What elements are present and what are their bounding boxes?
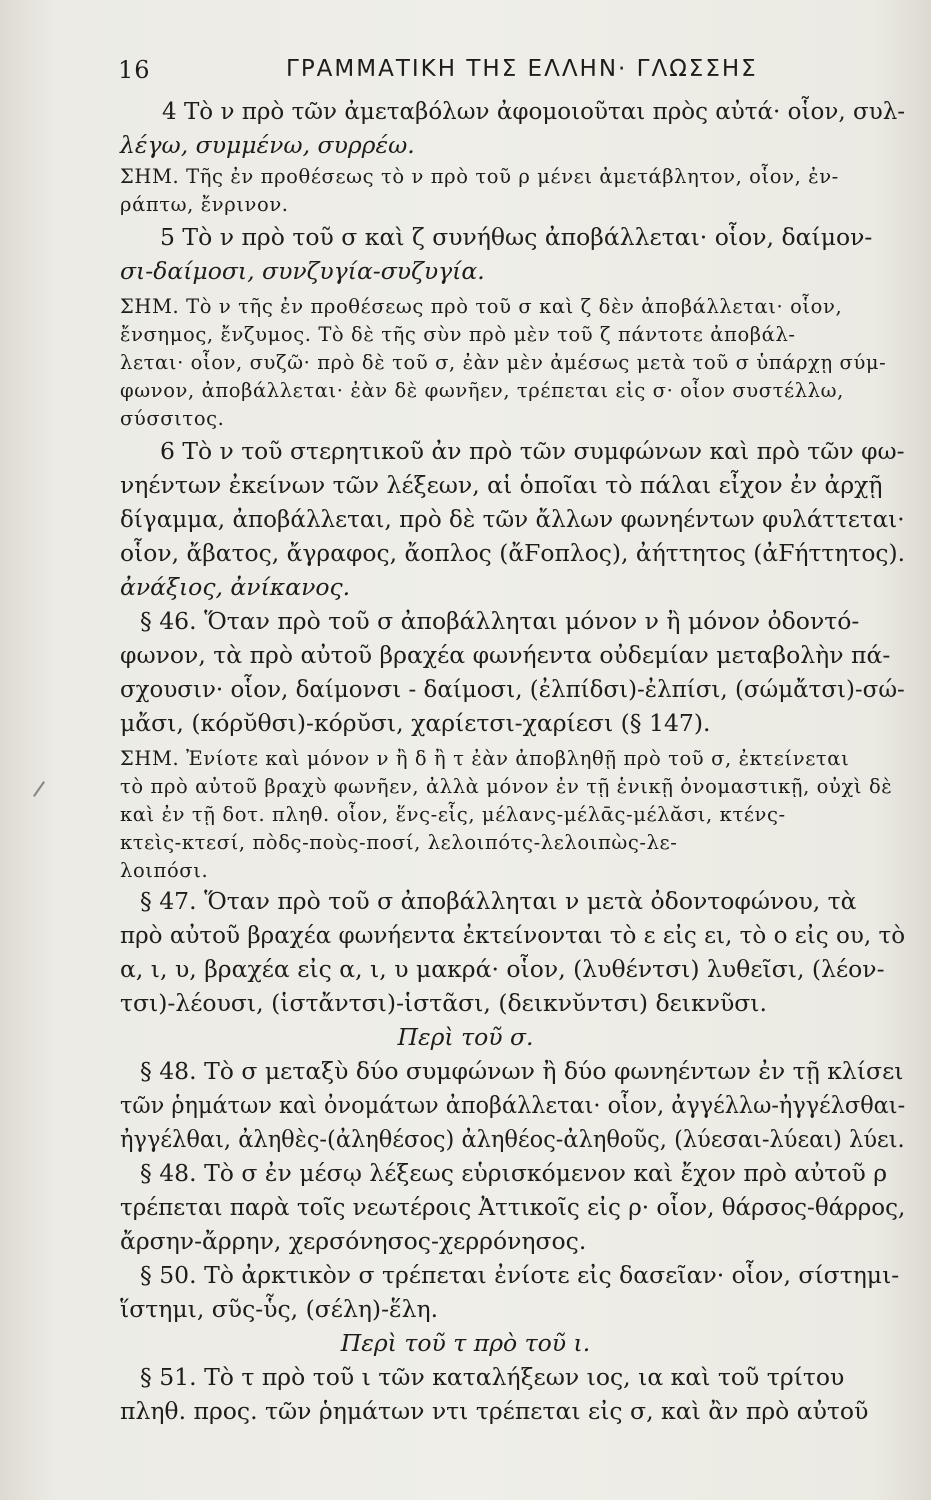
line-text: ἀνάξιος, ἀνίκανος. [120, 573, 351, 601]
text-line [0, 1292, 931, 1326]
line-text: τρέπεται παρὰ τοῖς νεωτέροις Ἀττικοῖς εἰς ρ· οἷον, θάρσος-θάρρος, [120, 1193, 906, 1221]
line-text: ΣΗΜ. Ἐνίοτε καὶ μόνον ν ἢ δ ἢ τ ἐὰν ἀποβληθῇ πρὸ τοῦ σ, ἐκτείνεται [120, 747, 850, 770]
line-text: τσι)-λέουσι, (ἱστἄντσι)-ἱστᾶσι, (δεικνῠντσι) δεικνῦσι. [120, 989, 767, 1017]
line-text: ἵστημι, σῦς-ὗς, (σέλη)-ἕλη. [120, 1295, 439, 1323]
text-line [0, 706, 931, 740]
section-heading [0, 1326, 931, 1360]
page-header [0, 52, 931, 92]
text-line [0, 94, 931, 128]
line-text: 6 Τὸ ν τοῦ στερητικοῦ ἀν πρὸ τῶν συμφώνων καὶ πρὸ τῶν φω- [160, 437, 905, 465]
text-line [0, 1122, 931, 1156]
text-line [0, 220, 931, 254]
line-text: δίγαμμα, ἀποβάλλεται, πρὸ δὲ τῶν ἄλλων φωνηέντων φυλάττεται· [120, 505, 905, 533]
section-heading [0, 1020, 931, 1054]
text-line [0, 1394, 931, 1428]
text-line [0, 986, 931, 1020]
line-text: ἔνσημος, ἔνζυμος. Τὸ δὲ τῆς σὺν πρὸ μὲν τοῦ ζ πάντοτε ἀποβάλ- [120, 323, 796, 346]
running-head: ΓΡΑΜΜΑΤΙΚΗ ΤΗΣ ΕΛΛΗΝ· ΓΛΩΣΣΗΣ [286, 56, 758, 82]
line-text: α, ι, υ, βραχέα εἰς α, ι, υ μακρά· οἷον, (λυθέντσι) λυθεῖσι, (λέον- [120, 955, 885, 983]
line-text: οἷον, ἄβατος, ἄγραφος, ἄοπλος (ἄϜοπλος), ἀήττητος (ἀϜήττητος). [120, 539, 906, 567]
line-text: λοιπόσι. [120, 859, 209, 882]
line-text: νηέντων ἐκείνων τῶν λέξεων, αἱ ὁποῖαι τὸ πάλαι εἶχον ἐν ἀρχῇ [120, 471, 883, 499]
line-text: 5 Τὸ ν πρὸ τοῦ σ καὶ ζ συνήθως ἀποβάλλεται· οἷον, δαίμον- [160, 223, 873, 251]
line-text: πρὸ αὐτοῦ βραχέα φωνήεντα ἐκτείνονται τὸ ε εἰς ει, τὸ ο εἰς ου, τὸ [120, 921, 906, 949]
line-text: τῶν ῥημάτων καὶ ὀνομάτων ἀποβάλλεται· οἷον, ἀγγέλλω-ἠγγέλσθαι- [120, 1091, 906, 1119]
line-text: Περὶ τοῦ τ πρὸ τοῦ ι. [340, 1329, 591, 1357]
text-line [0, 1190, 931, 1224]
text-line [0, 1360, 931, 1394]
line-text: ΣΗΜ. Τὸ ν τῆς ἐν προθέσεως πρὸ τοῦ σ καὶ ζ δὲν ἀποβάλλεται· οἷον, [120, 295, 843, 318]
line-text: § 46. Ὅταν πρὸ τοῦ σ ἀποβάλληται μόνον ν ἢ μόνον ὀδοντό- [140, 607, 860, 635]
line-text: λεται· οἷον, συζῶ· πρὸ δὲ τοῦ σ, ἐὰν μὲν ἀμέσως μετὰ τοῦ σ ὑπάρχῃ σύμ- [120, 351, 887, 374]
text-line [0, 468, 931, 502]
line-text: § 47. Ὅταν πρὸ τοῦ σ ἀποβάλληται ν μετὰ ὀδοντοφώνου, τὰ [140, 887, 857, 915]
line-text: ΣΗΜ. Τῆς ἐν προθέσεως τὸ ν πρὸ τοῦ ρ μένει ἀμετάβλητον, οἷον, ἐν- [120, 165, 839, 188]
text-line [0, 536, 931, 570]
line-text: § 48. Τὸ σ ἐν μέσῳ λέξεως εὑρισκόμενον καὶ ἔχον πρὸ αὐτοῦ ρ [140, 1159, 888, 1187]
line-text: ἄρσην-ἄρρην, χερσόνησος-χερρόνησος. [120, 1227, 587, 1255]
line-text: λέγω, συμμένω, συρρέω. [120, 131, 415, 159]
line-text: 4 Τὸ ν πρὸ τῶν ἀμεταβόλων ἀφομοιοῦται πρὸς αὐτά· οἷον, συλ- [162, 97, 906, 125]
text-line [0, 854, 931, 888]
text-line [0, 1088, 931, 1122]
text-line [0, 672, 931, 706]
line-text: κτεὶς-κτεσί, πὸδς-ποὺς-ποσί, λελοιπότς-λελοιπὼς-λε- [120, 831, 678, 854]
text-line [0, 402, 931, 436]
line-text: τὸ πρὸ αὐτοῦ βραχὺ φωνῆεν, ἀλλὰ μόνον ἐν τῇ ἑνικῇ ὀνομαστικῇ, οὐχὶ δὲ [120, 775, 893, 798]
line-text: πληθ. προς. τῶν ῥημάτων ντι τρέπεται εἰς σ, καὶ ἂν πρὸ αὐτοῦ [120, 1397, 869, 1425]
text-line [0, 1156, 931, 1190]
text-line [0, 1054, 931, 1088]
text-line [0, 1258, 931, 1292]
text-line [0, 434, 931, 468]
line-text: σχουσιν· οἷον, δαίμονσι - δαίμοσι, (ἐλπίδσι)-ἐλπίσι, (σώμἄτσι)-σώ- [120, 675, 905, 703]
line-text: § 51. Τὸ τ πρὸ τοῦ ι τῶν καταλήξεων ιος, ια καὶ τοῦ τρίτου [140, 1363, 845, 1391]
line-text: § 50. Τὸ ἀρκτικὸν σ τρέπεται ἐνίοτε εἰς δασεῖαν· οἷον, σίστημι- [140, 1261, 900, 1289]
line-text: καὶ ἐν τῇ δοτ. πληθ. οἷον, ἕνς-εἷς, μέλανς-μέλᾱς-μέλᾰσι, κτένς- [120, 803, 786, 826]
text-line [0, 570, 931, 604]
line-text: σι-δαίμοσι, συνζυγία-συζυγία. [120, 257, 485, 285]
line-text: ράπτω, ἔνρινον. [120, 193, 289, 216]
text-line [0, 1224, 931, 1258]
line-text: φωνον, τὰ πρὸ αὐτοῦ βραχέα φωνήεντα οὐδεμίαν μεταβολὴν πά- [120, 641, 891, 669]
line-text: Περὶ τοῦ σ. [397, 1023, 534, 1051]
text-line [0, 254, 931, 288]
line-text: σύσσιτος. [120, 407, 225, 430]
text-line [0, 128, 931, 162]
text-line [0, 604, 931, 638]
page-number: 16 [118, 56, 151, 84]
text-line [0, 884, 931, 918]
line-text: § 48. Τὸ σ μεταξὺ δύο συμφώνων ἢ δύο φωνηέντων ἐν τῇ κλίσει [140, 1057, 904, 1085]
text-line [0, 918, 931, 952]
text-line [0, 638, 931, 672]
text-line [0, 502, 931, 536]
line-text: φωνον, ἀποβάλλεται· ἐὰν δὲ φωνῆεν, τρέπεται εἰς σ· οἷον συστέλλω, [120, 379, 844, 402]
text-line [0, 188, 931, 222]
line-text: ἠγγέλθαι, ἀληθὲς-(ἀληθέσος) ἀληθέος-ἀληθοῦς, (λύεσαι-λύεαι) λύει. [120, 1125, 905, 1153]
line-text: μἄσι, (κόρῠθσι)-κόρῠσι, χαρίετσι-χαρίεσι (§ 147). [120, 709, 711, 737]
text-line [0, 952, 931, 986]
